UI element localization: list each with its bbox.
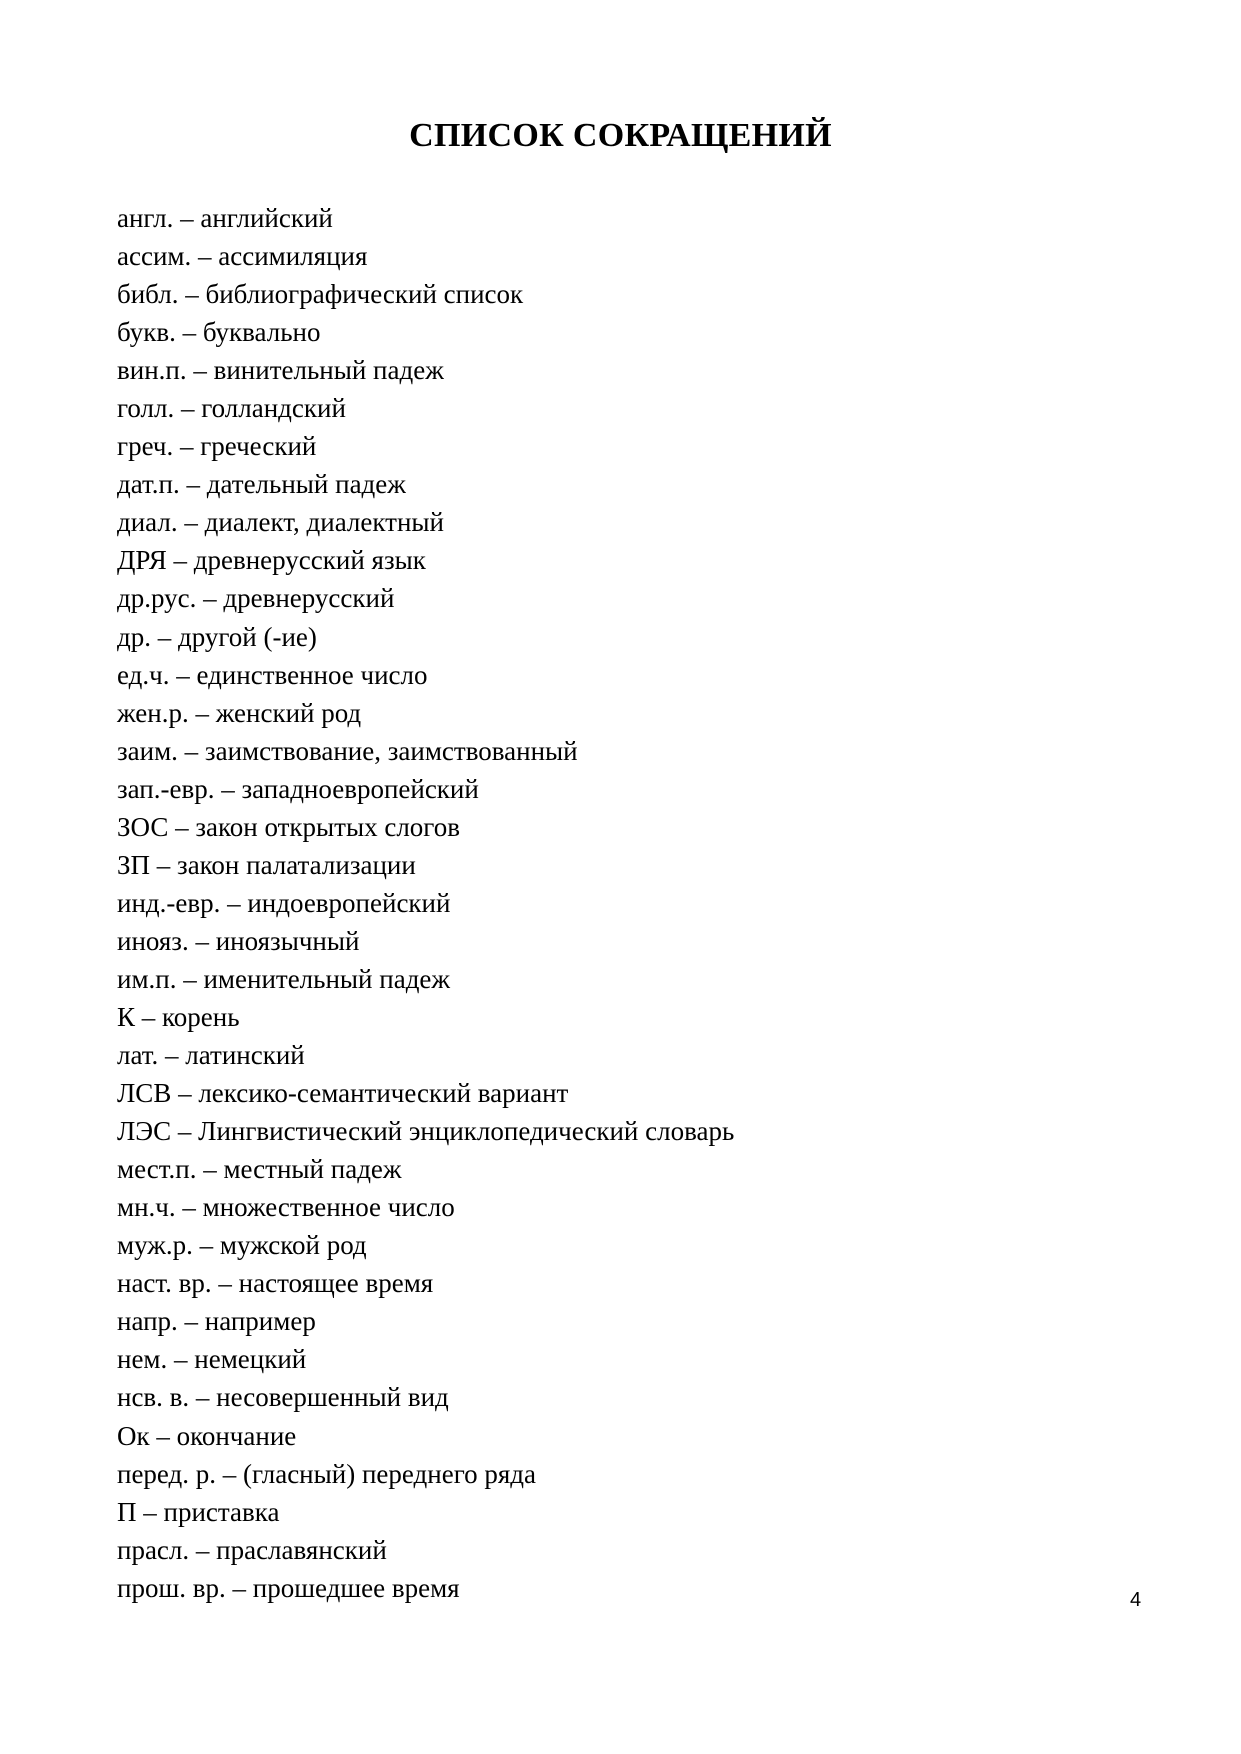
abbreviation-entry: прош. вр. – прошедшее время <box>117 1572 460 1603</box>
abbreviation-entry: наст. вр. – настоящее время <box>117 1268 434 1299</box>
abbreviation-entry: ЛСВ – лексико-семантический вариант <box>117 1078 569 1109</box>
abbreviation-entry: К – корень <box>117 1001 240 1032</box>
abbreviation-entry: греч. – греческий <box>117 431 317 462</box>
abbreviation-entry: Ок – окончание <box>117 1420 297 1451</box>
abbreviation-entry: заим. – заимствование, заимствованный <box>117 735 578 766</box>
abbreviation-entry: ЗОС – закон открытых слогов <box>117 811 460 842</box>
abbreviation-entry: инд.-евр. – индоевропейский <box>117 887 451 918</box>
abbreviation-entry: им.п. – именительный падеж <box>117 963 451 994</box>
abbreviation-entry: нем. – немецкий <box>117 1344 307 1375</box>
abbreviation-entry: дат.п. – дательный падеж <box>117 469 406 500</box>
abbreviation-list <box>117 199 734 1607</box>
page-number: 4 <box>1130 1589 1142 1611</box>
abbreviation-entry: букв. – буквально <box>117 317 321 348</box>
abbreviation-entry: жен.р. – женский род <box>117 697 362 728</box>
abbreviation-entry: ед.ч. – единственное число <box>117 659 428 690</box>
abbreviation-entry: ДРЯ – древнерусский язык <box>117 545 426 576</box>
abbreviation-entry: ЛЭС – Лингвистический энциклопедический словарь <box>117 1116 735 1147</box>
abbreviation-entry: нсв. в. – несовершенный вид <box>117 1382 449 1413</box>
abbreviation-entry: муж.р. – мужской род <box>117 1230 367 1261</box>
abbreviation-entry: П – приставка <box>117 1496 280 1527</box>
abbreviation-entry: др.рус. – древнерусский <box>117 583 395 614</box>
abbreviation-entry: библ. – библиографический список <box>117 279 524 310</box>
abbreviation-entry: напр. – например <box>117 1306 316 1337</box>
abbreviation-entry: лат. – латинский <box>117 1040 305 1071</box>
abbreviation-entry: диал. – диалект, диалектный <box>117 507 444 538</box>
abbreviation-entry: англ. – английский <box>117 203 333 233</box>
abbreviation-entry: ЗП – закон палатализации <box>117 849 416 880</box>
page-title: СПИСОК СОКРАЩЕНИЙ <box>409 117 832 154</box>
abbreviation-entry: голл. – голландский <box>117 393 346 424</box>
abbreviation-entry: мест.п. – местный падеж <box>117 1154 402 1185</box>
abbreviation-entry: инояз. – иноязычный <box>117 925 360 956</box>
abbreviation-entry: ассим. – ассимиляция <box>117 241 368 272</box>
abbreviation-entry: мн.ч. – множественное число <box>117 1192 455 1223</box>
abbreviation-entry: вин.п. – винительный падеж <box>117 355 444 386</box>
abbreviation-entry: перед. р. – (гласный) переднего ряда <box>117 1458 536 1489</box>
abbreviation-entry: прасл. – праславянский <box>117 1534 387 1565</box>
abbreviation-entry: др. – другой (-ие) <box>117 621 317 652</box>
abbreviation-entry: зап.-евр. – западноевропейский <box>117 773 479 804</box>
